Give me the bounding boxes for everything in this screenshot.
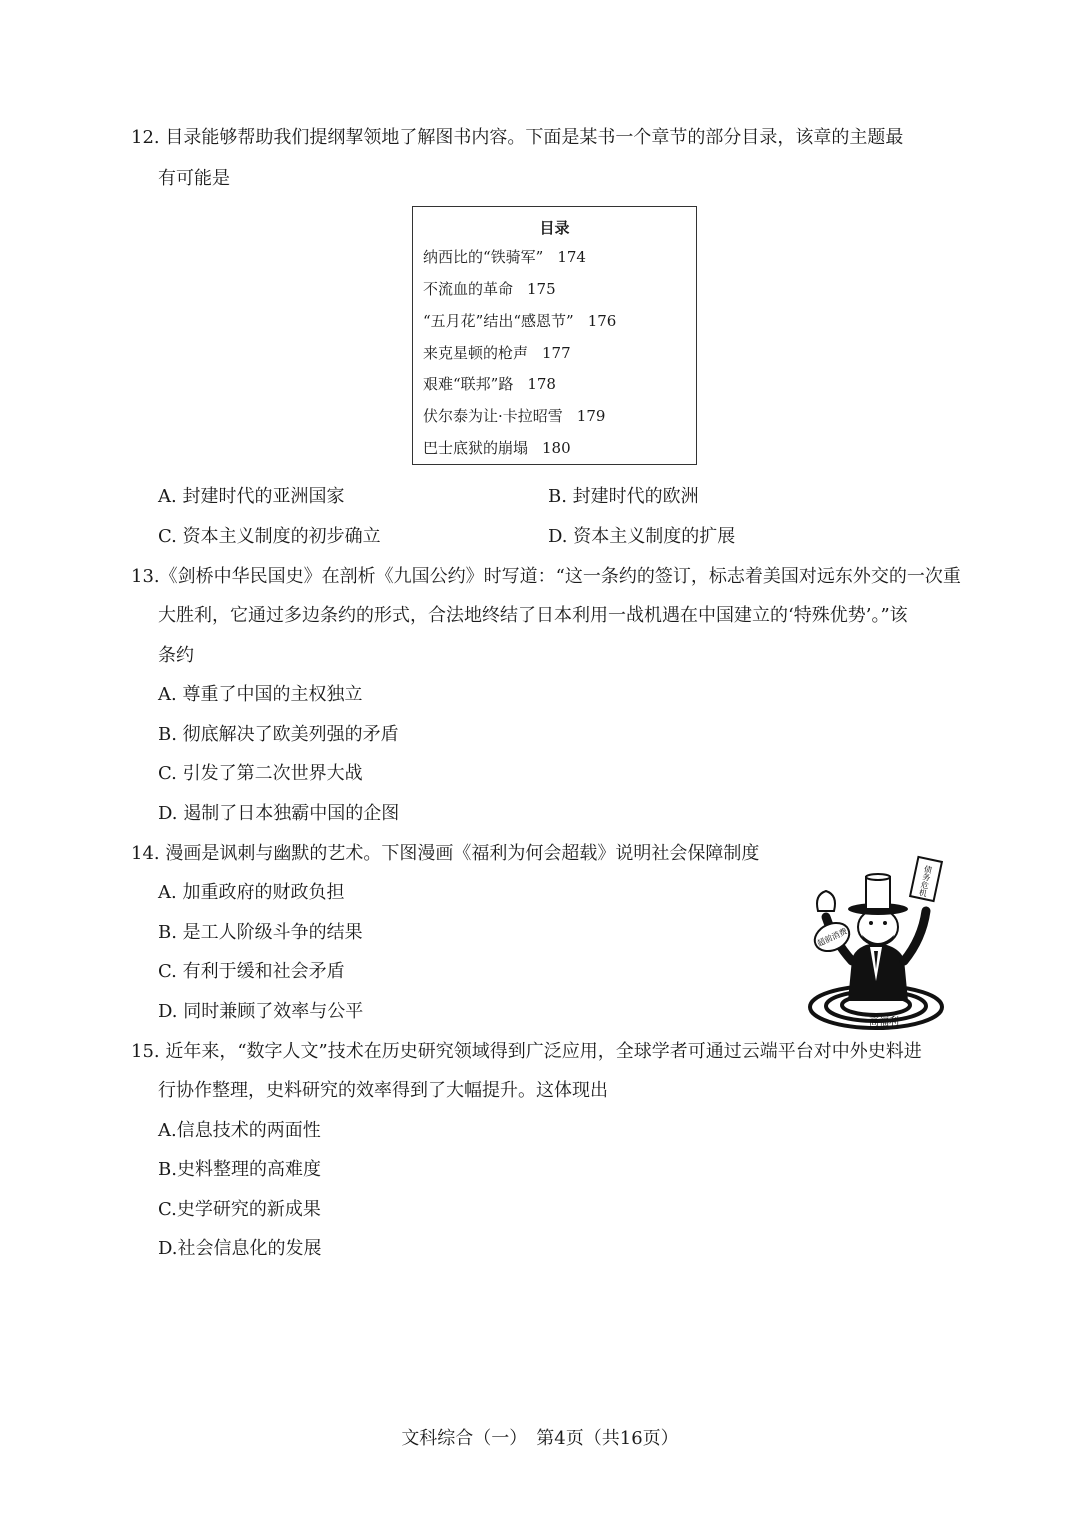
q13-option-d: D. 遏制了日本独霸中国的企图	[158, 803, 400, 824]
q15-stem-cont: 行协作整理，史料研究的效率得到了大幅提升。这体现出	[158, 1080, 608, 1101]
toc-item	[423, 406, 605, 426]
page-footer: 文科综合（一） 第4页（共16页）	[401, 1428, 679, 1449]
toc-item	[423, 247, 586, 267]
q15-option-d: D.社会信息化的发展	[158, 1238, 322, 1259]
q13-option-b: B. 彻底解决了欧美列强的矛盾	[158, 724, 399, 745]
q15-option-a: A.信息技术的两面性	[158, 1120, 321, 1141]
bag-label: 超前消费	[815, 926, 849, 949]
book-label: 债务危机	[917, 864, 934, 898]
toc-item-text: 伏尔泰为让·卡拉昭雪	[423, 407, 563, 425]
top-hat	[848, 874, 908, 915]
q13-stem-cont2: 条约	[158, 645, 194, 666]
toc-item-page: 178	[527, 375, 556, 393]
toc-item-page: 176	[587, 312, 617, 330]
toc-item	[423, 343, 571, 363]
q12-option-d: D. 资本主义制度的扩展	[548, 526, 736, 547]
q12-option-a: A. 封建时代的亚洲国家	[158, 486, 345, 507]
q14-stem: 14. 漫画是讽刺与幽默的艺术。下图漫画《福利为何会超载》说明社会保障制度	[131, 843, 760, 864]
q12-option-b: B. 封建时代的欧洲	[548, 486, 699, 507]
toc-item-text: 不流血的革命	[423, 280, 514, 298]
toc-item-page: 175	[527, 280, 556, 298]
toc-item	[423, 311, 616, 331]
toc-item-page: 174	[557, 248, 586, 266]
toc-item-text: 艰难“联邦”路	[423, 375, 514, 393]
q12-option-c: C. 资本主义制度的初步确立	[158, 526, 381, 547]
toc-item-text: 来克星顿的枪声	[423, 344, 529, 362]
q14-option-c: C. 有利于缓和社会矛盾	[158, 961, 345, 982]
toc-title: 目录	[539, 219, 570, 237]
q14-option-a: A. 加重政府的财政负担	[158, 882, 345, 903]
q13-stem: 13.《剑桥中华民国史》在剖析《九国公约》时写道：“这一条约的签订，标志着美国对远东外交的一次重	[131, 566, 961, 587]
toc-item-text: 纳西比的“铁骑军”	[423, 248, 544, 266]
toc-item-page: 179	[576, 407, 606, 425]
q13-stem-cont: 大胜利，它通过多边条约的形式，合法地终结了日本利用一战机遇在中国建立的‘特殊优势’。”该	[158, 605, 908, 626]
welfare-cartoon	[808, 851, 958, 1031]
q12-stem: 12. 目录能够帮助我们提纲挈领地了解图书内容。下面是某书一个章节的部分目录，该章的主题最	[131, 127, 904, 148]
q14-option-d: D. 同时兼顾了效率与公平	[158, 1001, 364, 1022]
table-of-contents	[412, 206, 697, 465]
toc-item	[423, 438, 571, 458]
toc-item-page: 180	[542, 439, 571, 457]
q15-option-c: C.史学研究的新成果	[158, 1199, 321, 1220]
money-bag	[810, 891, 854, 956]
q13-option-c: C. 引发了第二次世界大战	[158, 763, 363, 784]
q15-option-b: B.史料整理的高难度	[158, 1159, 321, 1180]
q13-option-a: A. 尊重了中国的主权独立	[158, 684, 363, 705]
toc-item-text: “五月花”结出“感恩节”	[423, 312, 574, 330]
toc-item	[423, 374, 556, 394]
q15-stem: 15. 近年来，“数字人文”技术在历史研究领域得到广泛应用，全球学者可通过云端平台对中外史料进	[131, 1041, 922, 1062]
toc-item-text: 巴士底狱的崩塌	[423, 439, 529, 457]
toc-item	[423, 279, 556, 299]
q14-option-b: B. 是工人阶级斗争的结果	[158, 922, 363, 943]
toc-item-page: 177	[542, 344, 571, 362]
q12-stem-cont: 有可能是	[158, 168, 230, 189]
book	[910, 857, 942, 901]
cartoon-caption: 高福利	[869, 1017, 899, 1028]
